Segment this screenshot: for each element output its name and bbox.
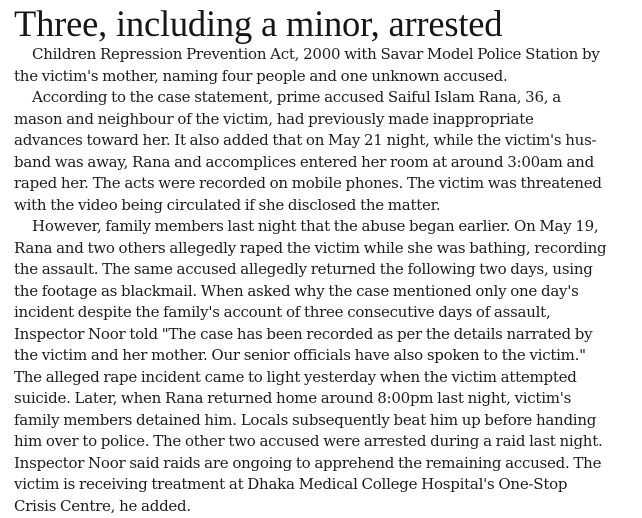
article-line: with the video being circulated if she disclosed the matter. (14, 195, 441, 214)
article-line: suicide. Later, when Rana returned home around 8:00pm last night, victim's (14, 389, 572, 407)
article-line: mason and neighbour of the victim, had previously made inappropriate (14, 109, 534, 128)
article-line: However, family members last night that the abuse began earlier. On May 19, (32, 217, 599, 235)
article-line: incident despite the family's account of three consecutive days of assault, (14, 303, 551, 321)
article-line: The alleged rape incident came to light yesterday when the victim attempted (14, 367, 577, 386)
article-line: Inspector Noor said raids are ongoing to apprehend the remaining accused. The (14, 453, 602, 472)
article-body (14, 44, 630, 517)
article-line: the victim's mother, naming four people and one unknown accused. (14, 66, 508, 85)
article-line: the assault. The same accused allegedly returned the following two days, using (14, 260, 593, 278)
article-line: family members detained him. Locals subsequently beat him up before handing (14, 410, 597, 429)
article-line: raped her. The acts were recorded on mobile phones. The victim was threatened (14, 174, 602, 192)
headline: Three, including a minor, arrested (14, 3, 503, 44)
article-line: According to the case statement, prime accused Saiful Islam Rana, 36, a (32, 88, 561, 106)
article-line: Inspector Noor told "The case has been recorded as per the details narrated by (14, 324, 593, 343)
article-line: Rana and two others allegedly raped the victim while she was bathing, recording (14, 238, 607, 257)
article-line: Crisis Centre, he added. (14, 496, 191, 515)
article-line: the footage as blackmail. When asked why the case mentioned only one day's (14, 281, 579, 300)
article-line: band was away, Rana and accomplices entered her room at around 3:00am and (14, 152, 594, 171)
article-line: advances toward her. It also added that on May 21 night, while the victim's hus- (14, 131, 597, 149)
article-line: him over to police. The other two accused were arrested during a raid last night. (14, 432, 603, 450)
article-line: the victim and her mother. Our senior officials have also spoken to the victim." (14, 346, 586, 364)
article-line: victim is receiving treatment at Dhaka Medical College Hospital's One-Stop (14, 475, 568, 493)
article-line: Children Repression Prevention Act, 2000 with Savar Model Police Station by (32, 45, 600, 63)
